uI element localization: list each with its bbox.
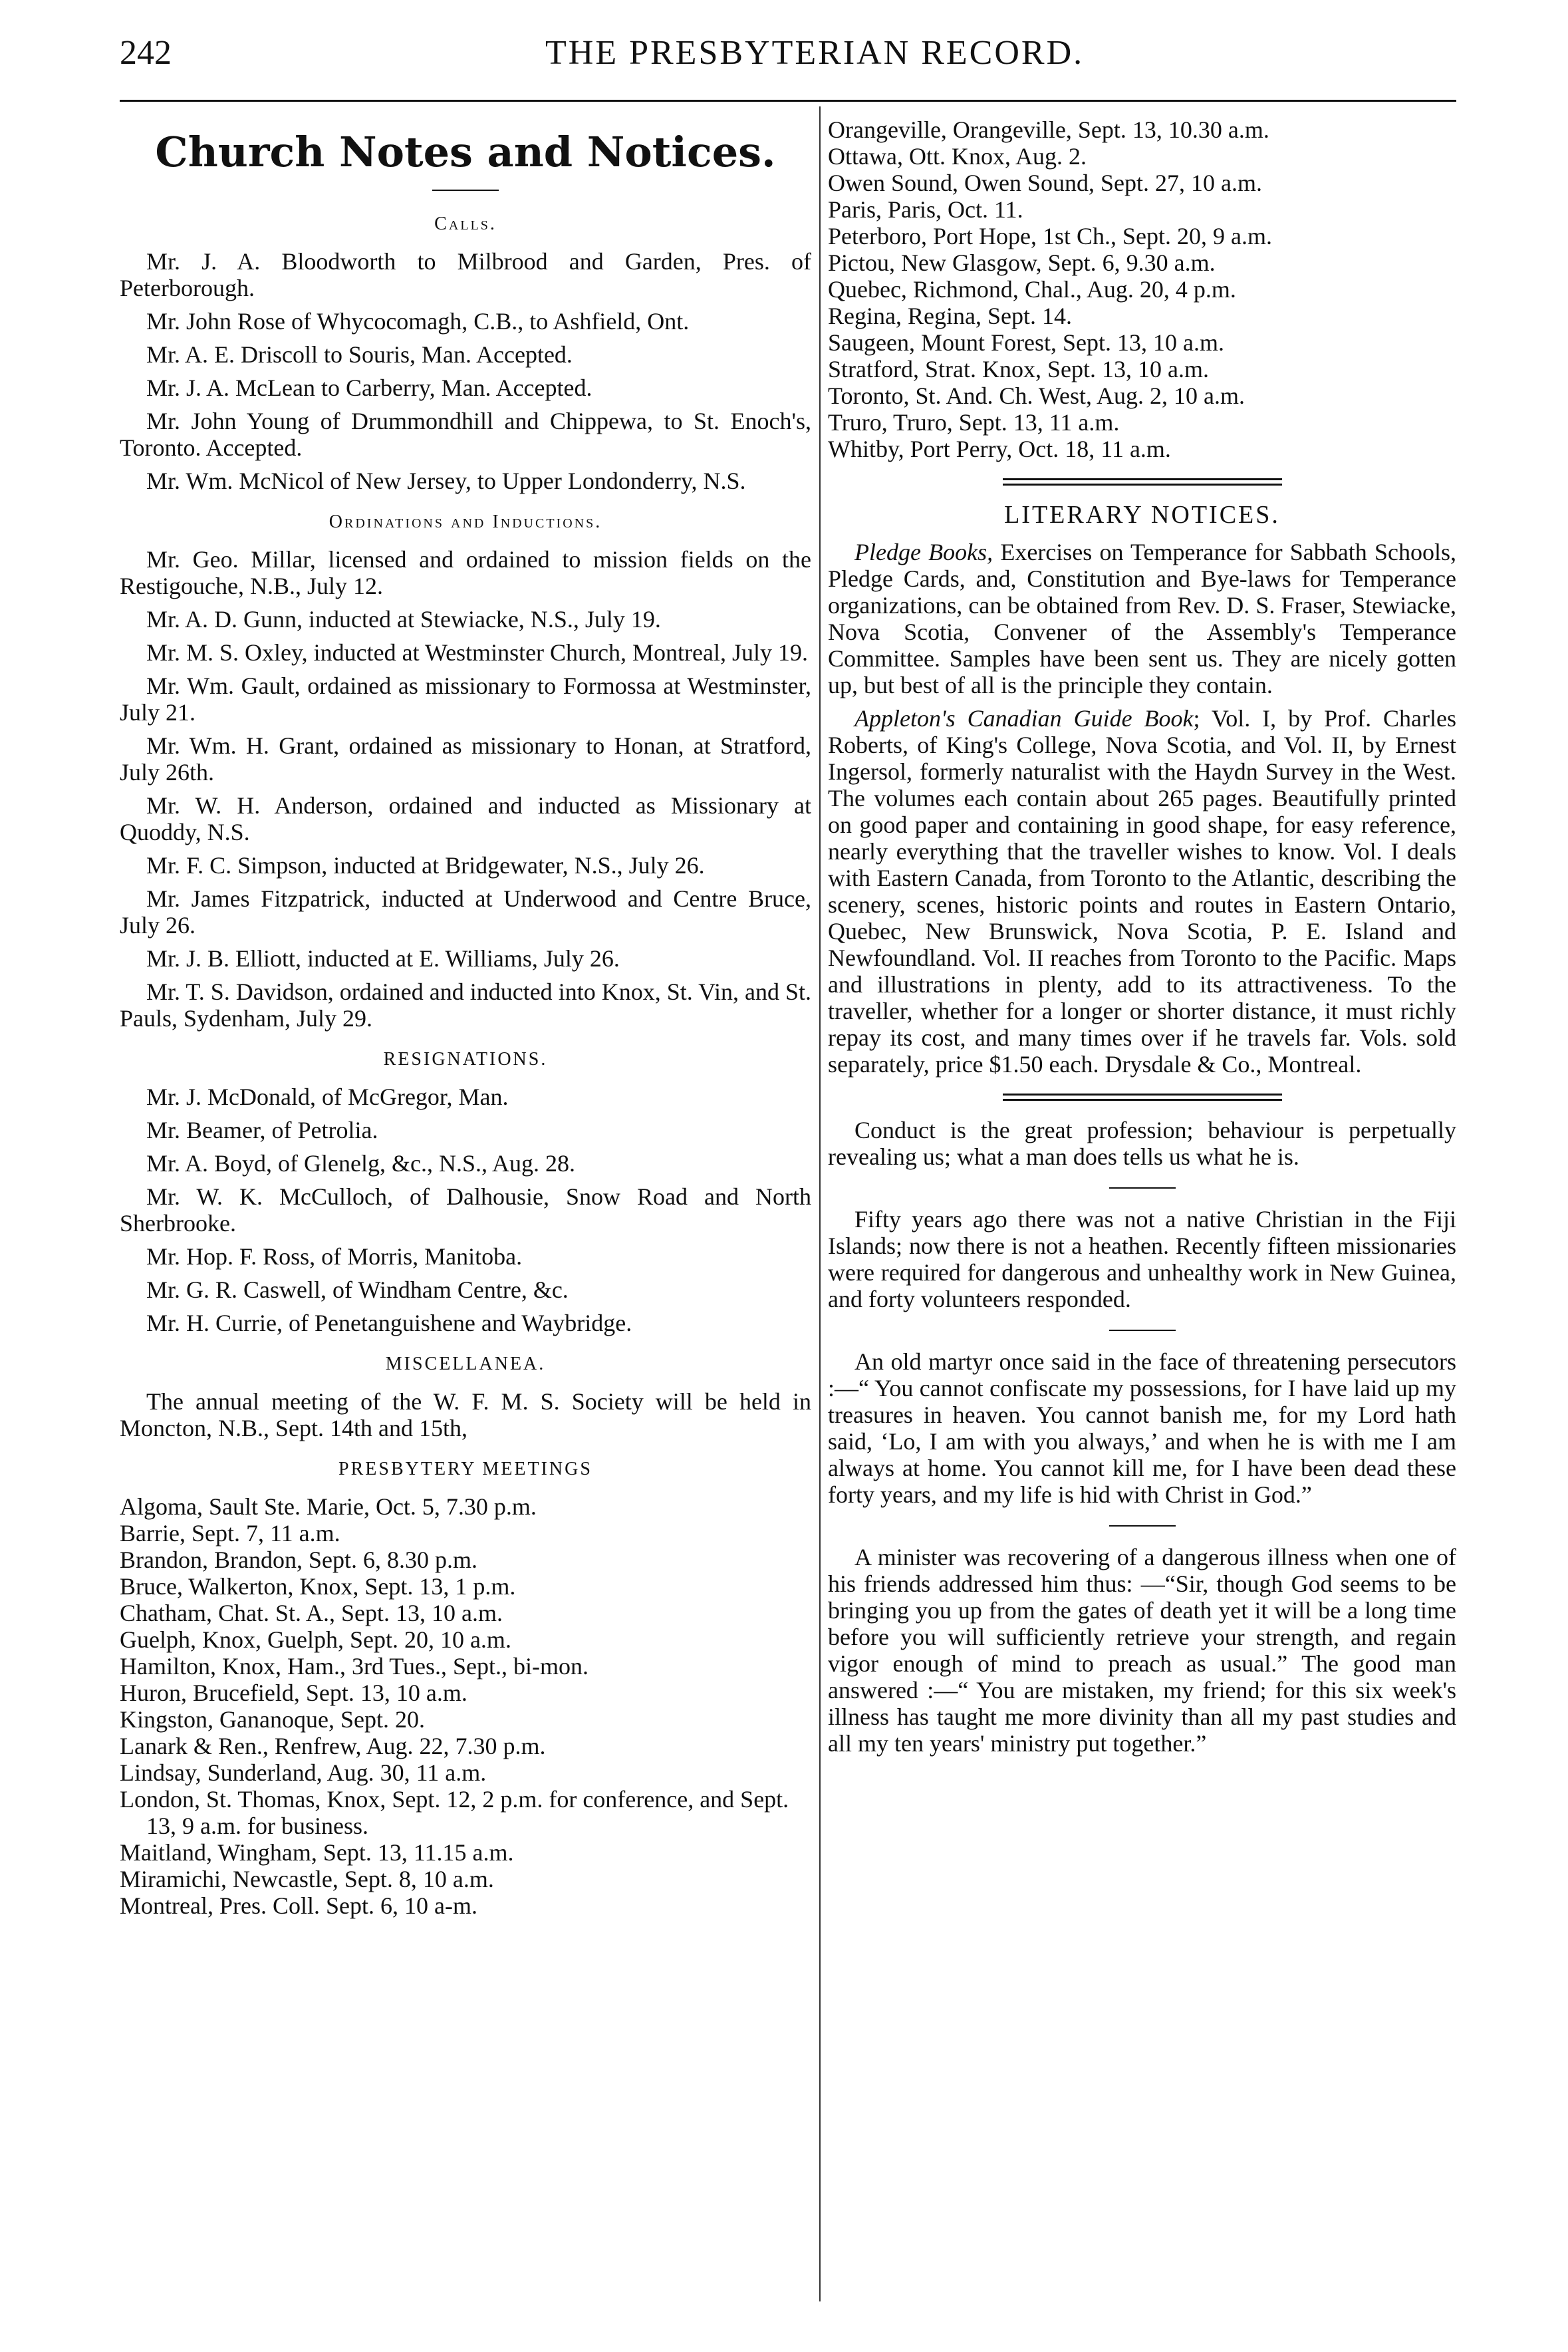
list-item: Mr. J. McDonald, of McGregor, Man. [146,1084,509,1110]
list-item: Mr. F. C. Simpson, inducted at Bridgewater, N.S., July 26. [146,852,705,879]
list-item: Pictou, New Glasgow, Sept. 6, 9.30 a.m. [828,249,1216,276]
resignations-heading: RESIGNATIONS. [383,1049,548,1070]
list-item: Paris, Paris, Oct. 11. [828,196,1023,223]
list-item: Mr. James Fitzpatrick, inducted at Underwood and Centre Bruce, July 26. [120,885,811,939]
list-item: Chatham, Chat. St. A., Sept. 13, 10 a.m. [120,1600,503,1626]
filler-minister: A minister was recovering of a dangerous illness when one of his friends addressed him thus: —“Sir, though God seems to be bringing you up from the gates of death yet it will be a long time before you will sufficiently retrieve your strength, and regain vigor enough of mind to preach as usual.” The good man answered :—“ You are mistaken, my friend; for this six week's illness has taught me more divinity than all my past studies and all my ten years' ministry put together.” [828,1544,1456,1757]
list-item: Owen Sound, Owen Sound, Sept. 27, 10 a.m. [828,170,1262,196]
list-item: Miramichi, Newcastle, Sept. 8, 10 a.m. [120,1866,494,1892]
literary-notice-pledge [828,539,1456,698]
literary-heading: LITERARY NOTICES. [1004,501,1280,529]
list-item: Mr. J. A. Bloodworth to Milbrood and Garden, Pres. of Peterborough. [120,248,811,301]
list-item: Mr. J. A. McLean to Carberry, Man. Accepted. [146,374,592,401]
presbytery-list-right [828,116,1456,462]
miscellanea-text: The annual meeting of the W. F. M. S. Society will be held in Moncton, N.B., Sept. 14th and 15th, [120,1388,811,1441]
page-number: 242 [120,34,172,72]
presbytery-heading: PRESBYTERY MEETINGS [338,1459,592,1479]
list-item: Mr. J. B. Elliott, inducted at E. Williams, July 26. [146,945,620,972]
miscellanea-heading: MISCELLANEA. [385,1354,546,1374]
book-title: Appleton's Canadian Guide Book [854,705,1194,732]
filler-martyr: An old martyr once said in the face of threatening persecutors :—“ You cannot confiscate my possessions, for I have laid up my treasures in heaven. You cannot banish me, for my Lord hath said, ‘Lo, I am with you always,’ and when he is with me I am always at home. You cannot kill me, for I have been dead these forty years, and my life is hid with Christ in God.” [828,1348,1456,1508]
filler-fiji: Fifty years ago there was not a native Christian in the Fiji Islands; now there is not a heathen. Recently fifteen missionaries were required for dangerous and unhealthy work in New Guinea, and forty volunteers responded. [828,1206,1456,1312]
ordinations-heading: Ordinations and Inductions. [328,512,602,532]
book-title: Pledge Books, [854,539,993,565]
list-item: Hamilton, Knox, Ham., 3rd Tues., Sept., bi-mon. [120,1653,589,1680]
list-item: Kingston, Gananoque, Sept. 20. [120,1706,425,1733]
filler-rule [1109,1330,1176,1331]
column-divider [819,106,821,2301]
list-item: Saugeen, Mount Forest, Sept. 13, 10 a.m. [828,329,1224,356]
section-double-rule [1003,1094,1282,1101]
list-item: Mr. A. E. Driscoll to Souris, Man. Accepted. [146,341,573,368]
calls-heading: Calls. [434,214,497,234]
title-rule [432,190,499,191]
filler-rule [1109,1187,1176,1189]
list-item: Ottawa, Ott. Knox, Aug. 2. [828,143,1087,170]
list-item: Maitland, Wingham, Sept. 13, 11.15 a.m. [120,1839,514,1866]
list-item: Lindsay, Sunderland, Aug. 30, 11 a.m. [120,1759,487,1786]
list-item: Mr. G. R. Caswell, of Windham Centre, &c. [146,1276,569,1303]
list-item: Mr. A. Boyd, of Glenelg, &c., N.S., Aug. 28. [146,1150,575,1177]
ordinations-list [120,546,811,1032]
list-item: London, St. Thomas, Knox, Sept. 12, 2 p.m. for conference, and Sept. 13, 9 a.m. for business. [120,1786,789,1839]
list-item: Mr. John Rose of Whycocomagh, C.B., to Ashfield, Ont. [146,308,690,335]
notice-text: ; Vol. I, by Prof. Charles Roberts, of King's College, Nova Scotia, and Vol. II, by Ernest Ingersol, formerly naturalist with the Haydn Survey in the West. The volumes each contain about 265 pages. Beautifully printed on good paper and containing in good shape, for easy reference, nearly everything that the traveller wishes to know. Vol. I deals with Eastern Canada, from Toronto to the Atlantic, describing the scenery, scenes, historic points and routes in Eastern Ontario, Quebec, New Brunswick, Nova Scotia, P. E. Island and Newfoundland. Vol. II reaches from Toronto to the Pacific. Maps and illustrations in plenty, add to its attractiveness. To the traveller, whether for a longer or shorter distance, it must richly repay its cost, and many times over if he travels far. Vols. sold separately, price $1.50 each. Drysdale & Co., Montreal. [828,705,1456,1078]
list-item: Mr. H. Currie, of Penetanguishene and Waybridge. [146,1310,632,1336]
list-item: Quebec, Richmond, Chal., Aug. 20, 4 p.m. [828,276,1236,303]
list-item: Brandon, Brandon, Sept. 6, 8.30 p.m. [120,1546,477,1573]
page-header [120,21,1456,81]
presbytery-list-left [120,1493,811,1919]
left-column [120,116,811,1919]
list-item: Lanark & Ren., Renfrew, Aug. 22, 7.30 p.m. [120,1733,546,1759]
list-item: Huron, Brucefield, Sept. 13, 10 a.m. [120,1680,467,1706]
list-item: Toronto, St. And. Ch. West, Aug. 2, 10 a.m. [828,382,1245,409]
list-item: Stratford, Strat. Knox, Sept. 13, 10 a.m. [828,356,1209,382]
list-item: Mr. Beamer, of Petrolia. [146,1117,378,1143]
list-item: Barrie, Sept. 7, 11 a.m. [120,1520,340,1546]
list-item: Mr. A. D. Gunn, inducted at Stewiacke, N.S., July 19. [146,606,661,633]
calls-list [120,248,811,494]
list-item: Mr. Geo. Millar, licensed and ordained to mission fields on the Restigouche, N.B., July 12. [120,546,811,599]
resignations-list [120,1084,811,1336]
list-item: Whitby, Port Perry, Oct. 18, 11 a.m. [828,436,1171,462]
header-rule [120,100,1456,102]
list-item: Mr. Wm. McNicol of New Jersey, to Upper Londonderry, N.S. [146,468,746,494]
page-title: Church Notes and Notices. [155,128,776,176]
list-item: Mr. T. S. Davidson, ordained and inducted into Knox, St. Vin, and St. Pauls, Sydenham, July 29. [120,978,811,1032]
list-item: Mr. M. S. Oxley, inducted at Westminster Church, Montreal, July 19. [146,639,808,666]
filler-rule [1109,1525,1176,1527]
section-double-rule [1003,478,1282,486]
list-item: Mr. Hop. F. Ross, of Morris, Manitoba. [146,1243,523,1270]
list-item: Montreal, Pres. Coll. Sept. 6, 10 a-m. [120,1892,477,1919]
list-item: Mr. Wm. H. Grant, ordained as missionary to Honan, at Stratford, July 26th. [120,732,811,786]
literary-notice-appleton [828,705,1456,1078]
notice-text: Exercises on Temperance for Sabbath Schools, Pledge Cards, and, Constitution and Bye-laws for Temperance organizations, can be obtained from Rev. D. S. Fraser, Stewiacke, Nova Scotia, Convener of the Assembly's Temperance Committee. Samples have been sent us. They are nicely gotten up, but best of all is the principle they contain. [828,539,1456,698]
right-column [828,116,1456,1763]
list-item: Mr. Wm. Gault, ordained as missionary to Formossa at Westminster, July 21. [120,672,811,726]
list-item: Peterboro, Port Hope, 1st Ch., Sept. 20, 9 a.m. [828,223,1272,249]
list-item: Mr. W. K. McCulloch, of Dalhousie, Snow Road and North Sherbrooke. [120,1183,811,1237]
list-item: Orangeville, Orangeville, Sept. 13, 10.30 a.m. [828,116,1269,143]
running-head: THE PRESBYTERIAN RECORD. [545,34,1085,72]
list-item: Bruce, Walkerton, Knox, Sept. 13, 1 p.m. [120,1573,516,1600]
list-item: Guelph, Knox, Guelph, Sept. 20, 10 a.m. [120,1626,511,1653]
list-item: Regina, Regina, Sept. 14. [828,303,1072,329]
list-item: Algoma, Sault Ste. Marie, Oct. 5, 7.30 p.m. [120,1493,537,1520]
list-item: Mr. John Young of Drummondhill and Chippewa, to St. Enoch's, Toronto. Accepted. [120,408,811,461]
list-item: Mr. W. H. Anderson, ordained and inducted as Missionary at Quoddy, N.S. [120,792,811,845]
list-item: Truro, Truro, Sept. 13, 11 a.m. [828,409,1120,436]
filler-conduct: Conduct is the great profession; behaviour is perpetually revealing us; what a man does tells us what he is. [828,1117,1456,1170]
